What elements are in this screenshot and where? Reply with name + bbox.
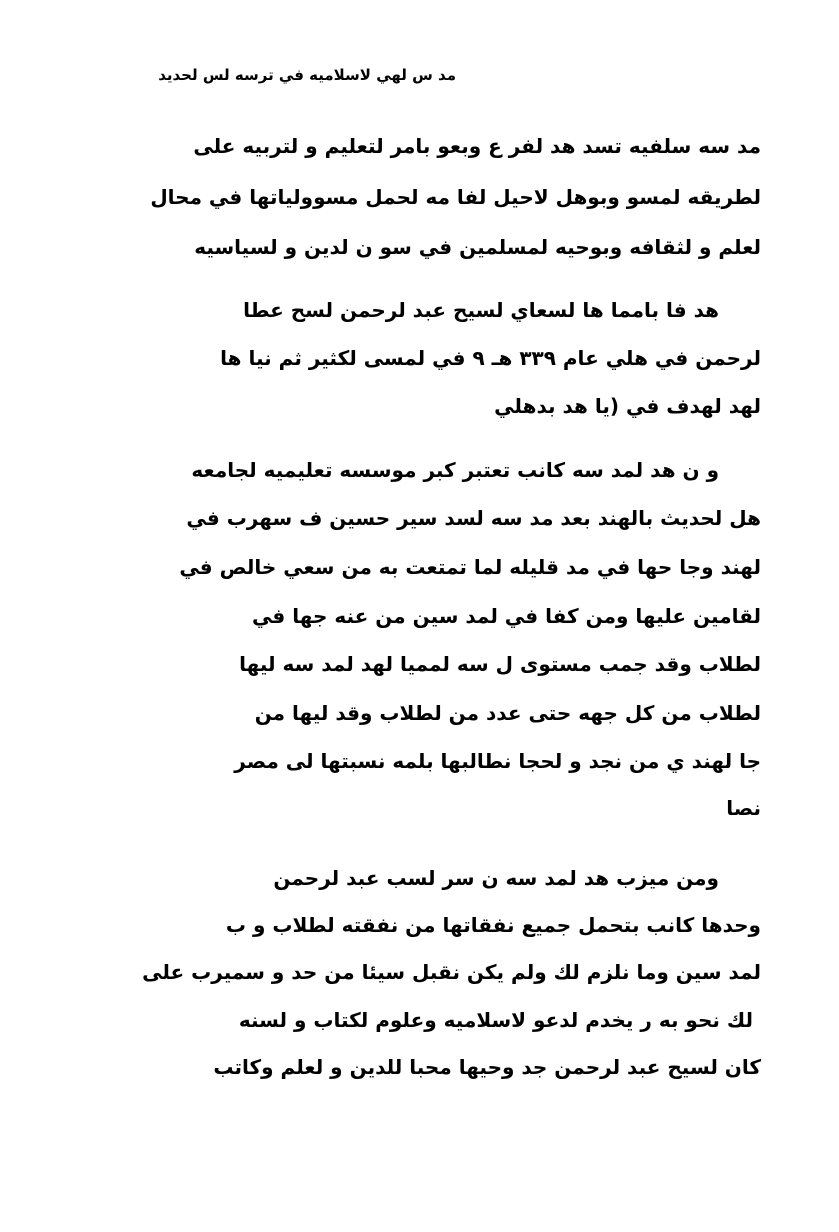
paragraph-1-line-2: لطريقه لمسو وبوهل لاحيل لفا مه لحمل مسوولياتها في محال bbox=[150, 185, 761, 209]
paragraph-1-line-1: مد سه سلفيه تسد هد لفر ع وبعو بامر لتعليم و لتربيه على bbox=[193, 134, 761, 158]
paragraph-4-line-4: لك نحو به ر يخدم لدعو لاسلاميه وعلوم لكتاب و لسنه bbox=[238, 1008, 753, 1032]
paragraph-3-line-6: لطلاب من كل جهه حتى عدد من لطلاب وقد ليها من bbox=[254, 701, 761, 725]
paragraph-4-line-2: وحدها كانب بتحمل جميع نفقاتها من نفقته لطلاب و ب bbox=[225, 913, 761, 937]
page-header: مد س لهي لاسلاميه في ترسه لس لحديد bbox=[158, 66, 456, 84]
paragraph-3-line-4: لقامين عليها ومن كفا في لمد سين من عنه جها في bbox=[251, 604, 761, 628]
paragraph-2-line-3: لهد لهدف في (يا هد بدهلي bbox=[494, 394, 761, 418]
paragraph-3-line-7: جا لهند ي من نجد و لحجا نطالبها بلمه نسبتها لى مصر bbox=[234, 749, 761, 773]
paragraph-2-line-2: لرحمن في هلي عام ٣٣٩ هـ ٩ في لمسى لكثير ثم نيا ها bbox=[220, 346, 761, 370]
paragraph-3-line-8: نصا bbox=[726, 796, 761, 820]
paragraph-3-line-3: لهند وجا حها في مد قليله لما تمتعت به من سعي خالص في bbox=[179, 555, 761, 579]
paragraph-4-line-3: لمد سين وما نلزم لك ولم يكن نقبل سيئا من حد و سميرب على bbox=[142, 960, 761, 984]
paragraph-4-line-5: كان لسيح عبد لرحمن جد وحيها محبا للدين و لعلم وكاتب bbox=[213, 1055, 761, 1079]
paragraph-4-line-1: ومن ميزب هد لمد سه ن سر لسب عبد لرحمن bbox=[273, 866, 719, 890]
paragraph-3-line-1: و ن هد لمد سه كانب تعتبر كبر موسسه تعليميه لجامعه bbox=[191, 458, 719, 482]
paragraph-3-line-5: لطلاب وقد جمب مستوى ل سه لمميا لهد لمد سه ليها bbox=[239, 652, 761, 676]
paragraph-1-line-3: لعلم و لثقافه وبوحيه لمسلمين في سو ن لدين و لسياسيه bbox=[194, 235, 761, 259]
paragraph-3-line-2: هل لحديث بالهند بعد مد سه لسد سير حسين ف سهرب في bbox=[186, 506, 761, 530]
paragraph-2-line-1: هد فا بامما ها لسعاي لسيح عبد لرحمن لسح عطا bbox=[243, 298, 719, 322]
